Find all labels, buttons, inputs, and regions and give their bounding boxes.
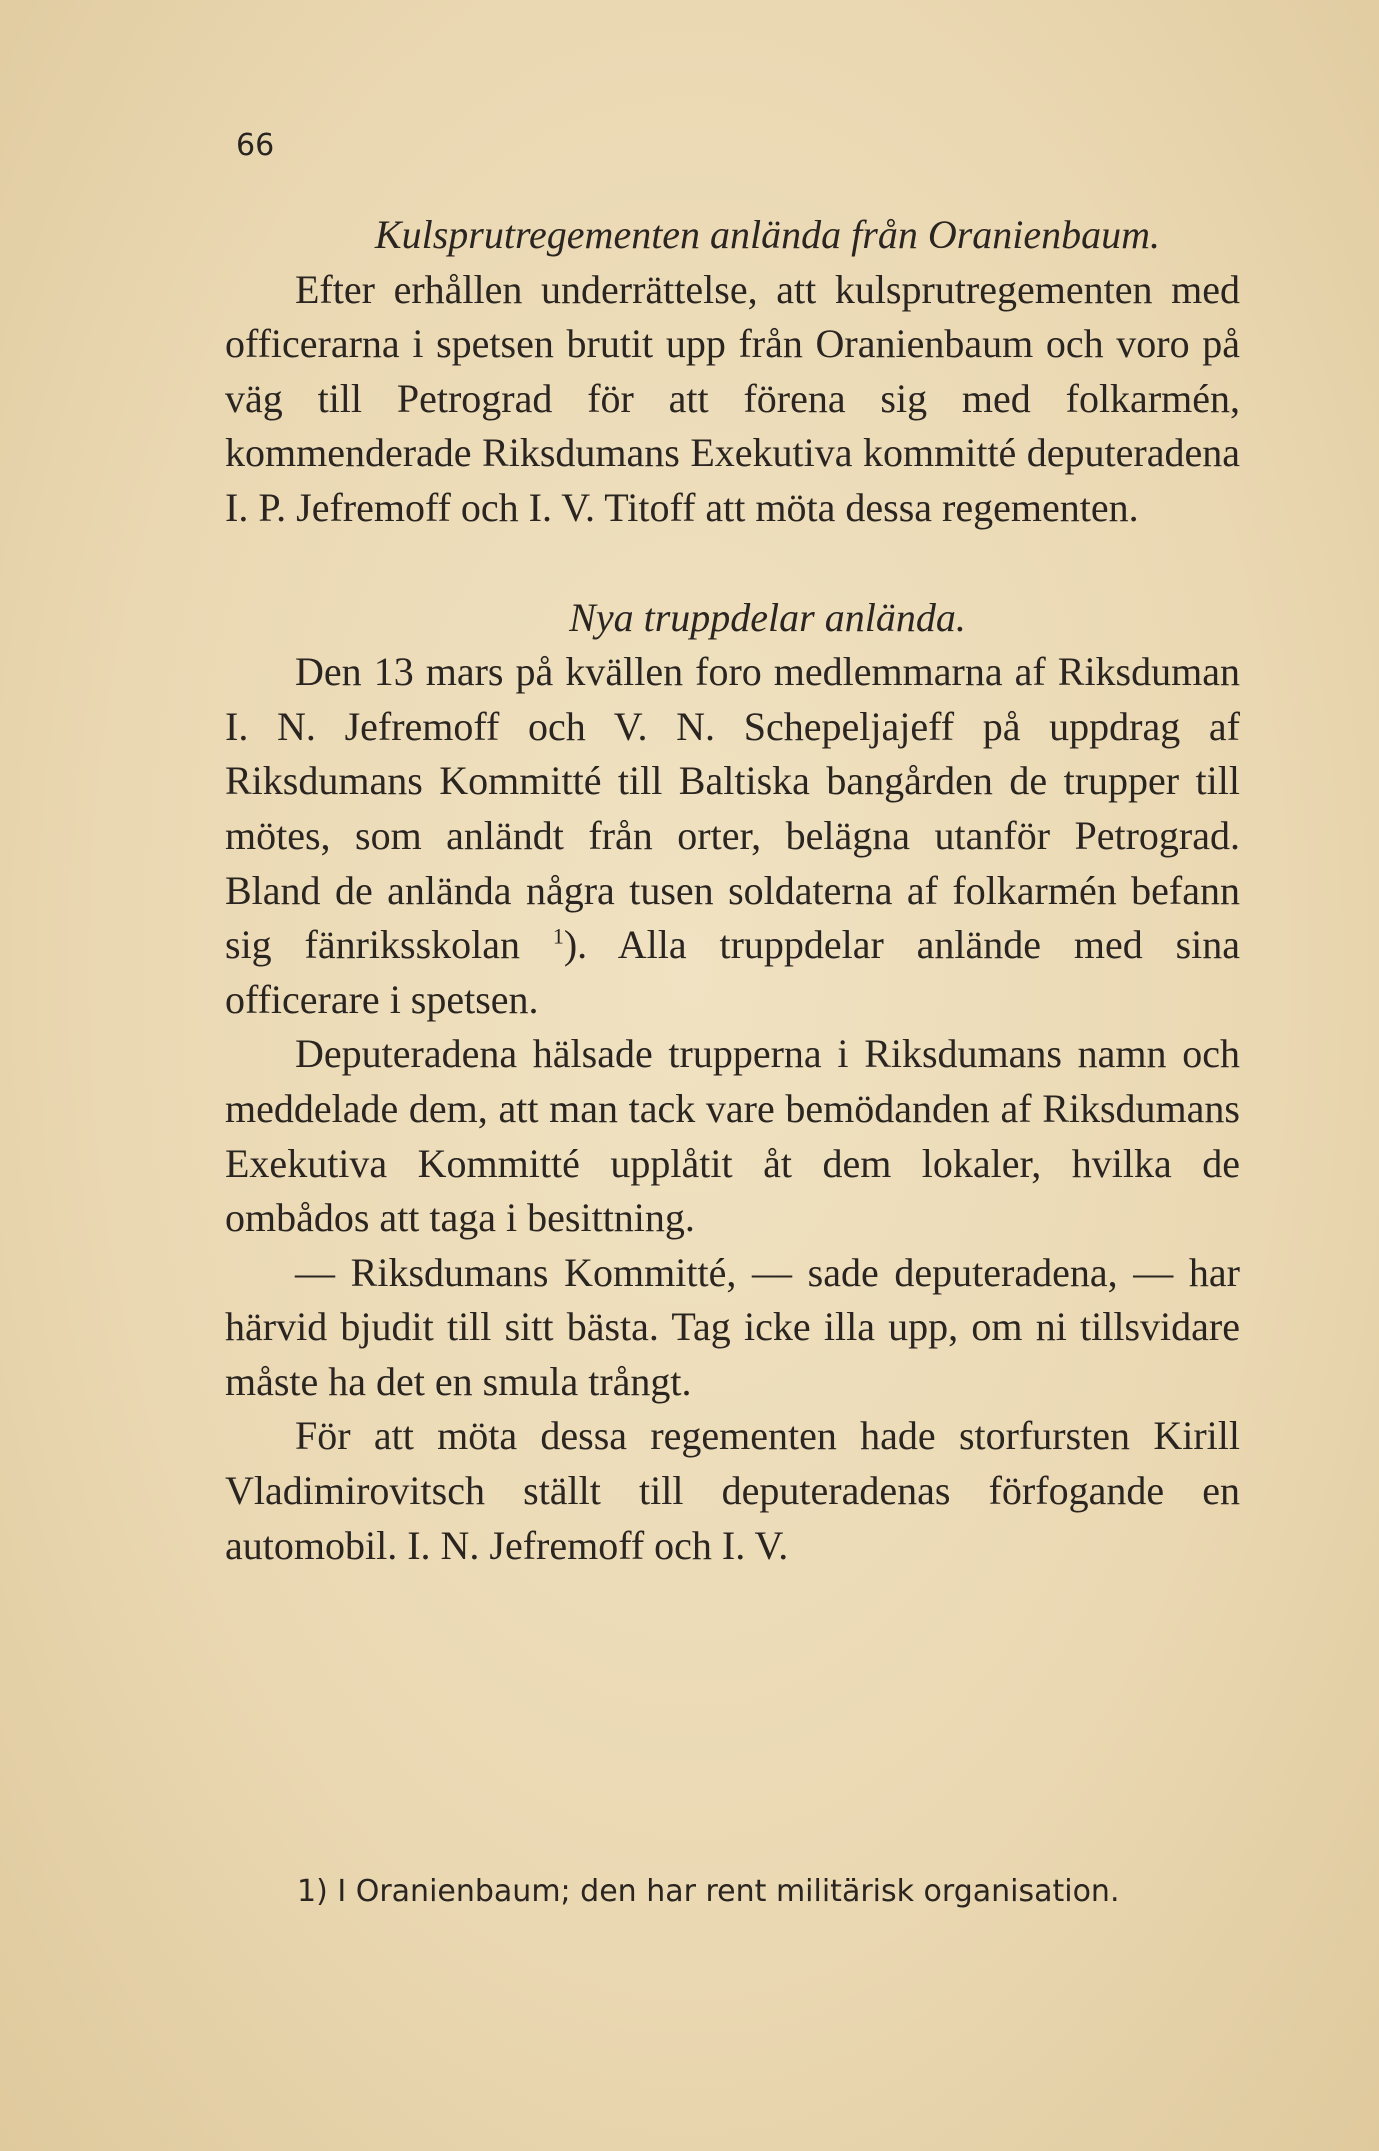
section-heading-nya-truppdelar: Nya truppdelar anlända. bbox=[569, 594, 966, 640]
paragraph-deputeradena-halsade: Deputeradena hälsade trupperna i Riksdumans namn och meddelade dem, att man tack vare bemödanden af Riksdumans Exekutiva Kommitté upplåtit åt dem lokaler, hvilka de ombådos att taga i besittning. bbox=[225, 1031, 1240, 1241]
paragraph-riksdumans-kommitte-quote: — Riksdumans Kommitté, — sade deputeradena, — har härvid bjudit till sitt bästa. Tag icke illa upp, om ni tillsvidare måste ha det en smula trångt. bbox=[225, 1249, 1240, 1404]
page-body bbox=[225, 208, 1240, 1573]
paragraph-den-13-mars-continuation: ). Alla truppdelar anlände med sina officerare i spetsen. bbox=[225, 922, 1241, 1022]
section-heading-kulsprutregementen: Kulsprutregementen anlända från Oranienbaum. bbox=[374, 212, 1161, 257]
paragraph-den-13-mars bbox=[225, 645, 1240, 1027]
paragraph-for-att-mota: För att möta dessa regementen hade storfursten Kirill Vladimirovitsch ställt till deputeradenas förfogande en automobil. I. N. Jefremoff och I. V. bbox=[225, 1413, 1240, 1568]
paragraph-den-13-mars-text: Den 13 mars på kvällen foro medlemmarna af Riksduman I. N. Jefremoff och V. N. Schepeljajeff på uppdrag af Riksdumans Kommitté till Baltiska bangården de trupper till mötes, som anländt från orter, belägna utanför Petrograd. Bland de anlända några tusen soldaterna af folkarmén befann sig fänriksskolan bbox=[225, 649, 1240, 968]
page-number: 66 bbox=[236, 128, 275, 163]
footnote-marker: 1) bbox=[297, 1874, 328, 1909]
footnote bbox=[297, 1872, 1257, 1912]
paragraph-efter-erhallen: Efter erhållen underrättelse, att kulsprutregementen med officerarna i spetsen brutit upp från Oranienbaum och voro på väg till Petrograd för att förena sig med folkarmén, kommenderade Riksdumans Exekutiva kommitté deputeradena I. P. Jefremoff och I. V. Titoff att möta dessa regementen. bbox=[225, 266, 1240, 530]
section-spacer bbox=[225, 536, 1240, 591]
footnote-text: I Oranienbaum; den har rent militärisk organisation. bbox=[337, 1874, 1120, 1909]
footnote-reference: 1 bbox=[552, 923, 564, 949]
